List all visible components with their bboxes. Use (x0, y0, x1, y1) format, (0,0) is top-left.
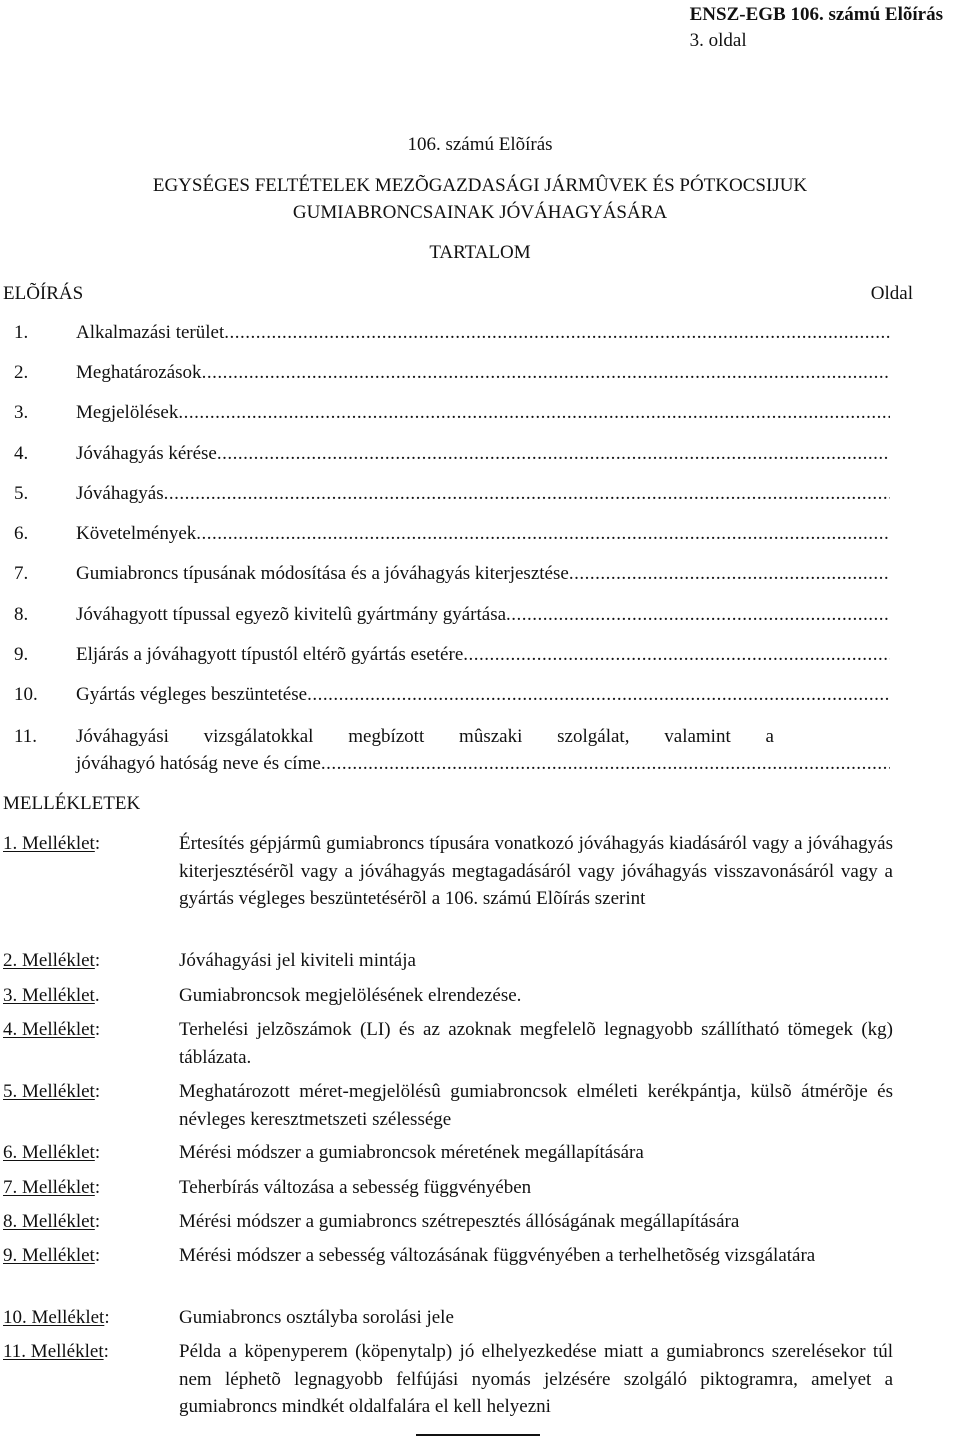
annex-label-suffix: : (94, 1177, 101, 1198)
toc-item-number: 3. (14, 402, 29, 423)
annex-link[interactable]: 5. Melléklet (3, 1081, 95, 1102)
annex-label-suffix: : (94, 1245, 101, 1266)
running-header (690, 2, 943, 54)
toc-item[interactable] (14, 602, 890, 628)
annex-description: Jóváhagyási jel kiviteli mintája (179, 950, 416, 971)
toc-item[interactable] (14, 682, 890, 708)
annex-description: Mérési módszer a gumiabroncs szétrepesztés állóságának megállapítására (179, 1211, 740, 1232)
toc-item-number: 10. (14, 684, 38, 705)
toc-item-title-line2: jóváhagyó hatóság neve és címe ..... (76, 750, 890, 777)
annex-label (3, 830, 100, 858)
toc-item-number: 5. (14, 483, 29, 504)
toc-item[interactable] (14, 481, 890, 507)
annex-label (3, 1139, 100, 1167)
toc-section-label: ELÕÍRÁS (3, 283, 84, 304)
title-line-1: EGYSÉGES FELTÉTELEK MEZÕGAZDASÁGI JÁRMÛVEK ÉS PÓTKOCSIJUK (152, 175, 808, 196)
annex-description: Értesítés gépjármû gumiabroncs típusára vonatkozó jóváhagyás kiadásáról vagy a jóváhagyás kiterjesztésérõl vagy a jóváhagyás megtagadásáról vagy jóváhagyás visszavonásáról vagy a gyártás végleges beszüntetésérõl a 106. számú Elõírás szerint (179, 833, 893, 909)
annex-label-suffix: . (94, 985, 100, 1006)
annex-label-suffix: : (94, 1081, 101, 1102)
annex-label (3, 982, 100, 1010)
annex-description: Terhelési jelzõszámok (LI) és az azoknak megfelelõ legnagyobb szállítható tömegek (kg) táblázata. (179, 1019, 893, 1068)
toc-item[interactable] (14, 320, 890, 346)
annex-label (3, 1242, 100, 1270)
toc-item-number: 9. (14, 644, 29, 665)
annex-link[interactable]: 3. Melléklet (3, 985, 95, 1006)
toc-item-title: Követelmények (76, 523, 197, 544)
toc-item-title: Gumiabroncs típusának módosítása és a jóváhagyás kiterjesztése (76, 563, 569, 584)
header-doc-title: ENSZ-EGB 106. számú Elõírás (689, 4, 943, 25)
annex-link[interactable]: 4. Melléklet (3, 1019, 95, 1040)
toc-item-title: Gyártás végleges beszüntetése (76, 684, 308, 705)
toc-leader-dots (321, 750, 890, 777)
toc-leader-dots (506, 602, 890, 628)
toc-item-title: Eljárás a jóváhagyott típustól eltérõ gyártás esetére (76, 644, 464, 665)
toc-leader-dots (202, 360, 890, 386)
toc-item-title: Jóváhagyás kérése (76, 443, 217, 464)
annex-label (3, 1016, 100, 1044)
toc-leader-dots (164, 481, 890, 507)
toc-leader-dots (224, 320, 890, 346)
annex-link[interactable]: 2. Melléklet (3, 950, 95, 971)
annex-label-suffix: : (94, 833, 101, 854)
annex-link[interactable]: 1. Melléklet (3, 833, 95, 854)
annex-label (3, 1304, 110, 1332)
annex-label (3, 1338, 109, 1366)
toc-page-column-label: Oldal (870, 283, 913, 304)
toc-item-title: Meghatározások (76, 362, 202, 383)
annex-description: Példa a köpenyperem (köpenytalp) jó elhelyezkedése miatt a gumiabroncs szerelésekor túl nem léphetõ legnagyobb felfújási nyomás jelzésére szolgáló piktogramra, amelyet a gumiabroncs mindkét oldalfalára el kell helyezni (179, 1341, 893, 1417)
annex-link[interactable]: 11. Melléklet (3, 1341, 104, 1362)
toc-item-number: 6. (14, 523, 29, 544)
annex-link[interactable]: 7. Melléklet (3, 1177, 95, 1198)
annex-description: Meghatározott méret-megjelölésû gumiabroncsok elméleti kerékpántja, külsõ átmérõje és névleges keresztmetszeti szélessége (179, 1081, 893, 1130)
toc-item[interactable] (14, 642, 890, 668)
annex-label-suffix: : (94, 1019, 101, 1040)
toc-item-title: Alkalmazási terület (76, 322, 225, 343)
header-page-label: 3. oldal (689, 30, 747, 51)
closing-rule (416, 1434, 540, 1436)
annex-description: Gumiabroncsok megjelölésének elrendezése. (179, 985, 522, 1006)
toc-item-number: 7. (14, 563, 29, 584)
annex-link[interactable]: 10. Melléklet (3, 1307, 105, 1328)
annex-description: Mérési módszer a gumiabroncsok méretének megállapítására (179, 1142, 644, 1163)
toc-item-title-line1: Jóváhagyási vizsgálatokkal megbízott mûszaki szolgálat, valamint a (76, 726, 774, 747)
annex-link[interactable]: 8. Melléklet (3, 1211, 95, 1232)
toc-leader-dots (196, 521, 890, 547)
toc-item-number: 8. (14, 604, 29, 625)
toc-item[interactable] (14, 400, 890, 426)
title-line-2: GUMIABRONCSAINAK JÓVÁHAGYÁSÁRA (292, 202, 668, 223)
toc-leader-dots (178, 400, 890, 426)
annex-description: Teherbírás változása a sebesség függvényében (179, 1177, 532, 1198)
annex-label (3, 947, 100, 975)
annex-section-label: MELLÉKLETEK (3, 793, 141, 814)
toc-item-title: Megjelölések (76, 402, 179, 423)
annex-description: Mérési módszer a sebesség változásának függvényében a terhelhetõség vizsgálatára (179, 1245, 816, 1266)
annex-label-suffix: : (104, 1307, 110, 1328)
toc-item-number: 1. (14, 322, 29, 343)
annex-label (3, 1208, 100, 1236)
regulation-number: 106. számú Elõírás (407, 134, 553, 155)
toc-leader-dots (569, 561, 890, 587)
annex-label (3, 1174, 100, 1202)
toc-item-number: 4. (14, 443, 29, 464)
annex-label (3, 1078, 100, 1106)
toc-item-number: 2. (14, 362, 29, 383)
toc-item[interactable] (14, 441, 890, 467)
annex-label-suffix: : (94, 1142, 101, 1163)
annex-link[interactable]: 6. Melléklet (3, 1142, 95, 1163)
toc-item-number: 11. (14, 726, 38, 747)
annex-label-suffix: : (94, 950, 101, 971)
annex-description: Gumiabroncs osztályba sorolási jele (179, 1307, 454, 1328)
toc-leader-dots (463, 642, 890, 668)
toc-leader-dots (307, 682, 890, 708)
contents-heading: TARTALOM (429, 242, 531, 263)
toc-item[interactable] (14, 521, 890, 547)
toc-item[interactable] (14, 360, 890, 386)
annex-label-suffix: : (94, 1211, 101, 1232)
toc-item[interactable] (14, 561, 890, 587)
toc-item-title: Jóváhagyott típussal egyezõ kivitelû gyártmány gyártása (76, 604, 507, 625)
annex-link[interactable]: 9. Melléklet (3, 1245, 95, 1266)
toc-item-title: Jóváhagyás (76, 483, 164, 504)
annex-label-suffix: : (103, 1341, 109, 1362)
toc-leader-dots (217, 441, 890, 467)
